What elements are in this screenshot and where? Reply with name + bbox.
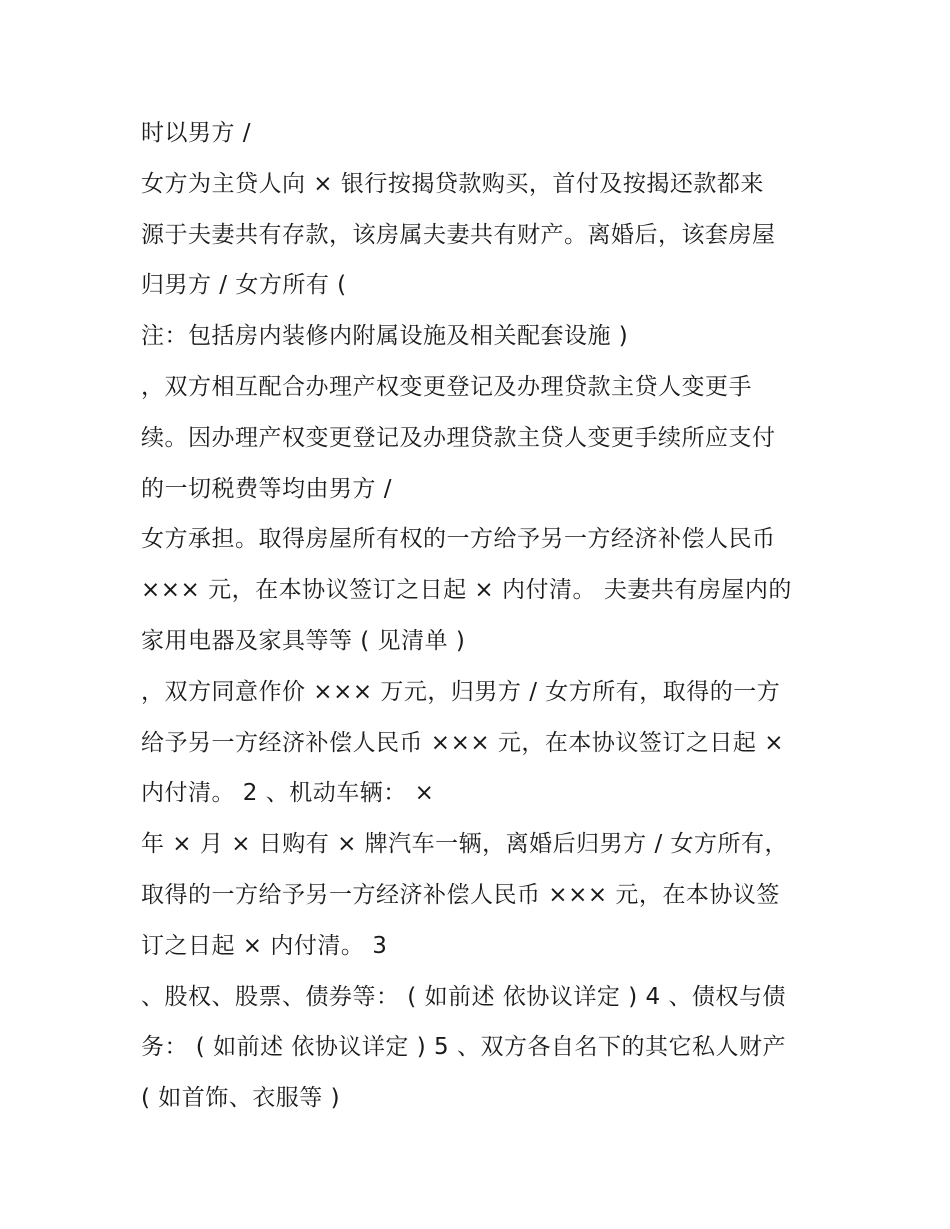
text-line: 注：包括房内装修内附属设施及相关配套设施 ) bbox=[141, 323, 629, 350]
text-line: ××× 元，在本协议签订之日起 × 内付清。 夫妻共有房屋内的 bbox=[141, 577, 792, 604]
text-line: 取得的一方给予另一方经济补偿人民币 ××× 元，在本协议签 bbox=[141, 881, 780, 908]
text-line: 家用电器及家具等等 ( 见清单 ) bbox=[141, 627, 466, 654]
text-line: 年 × 月 × 日购有 × 牌汽车一辆，离婚后归男方 / 女方所有， bbox=[141, 831, 789, 858]
text-line: 女方为主贷人向 × 银行按揭贷款购买，首付及按揭还款都来 bbox=[141, 170, 764, 197]
text-line: 续。因办理产权变更登记及办理贷款主贷人变更手续所应支付 bbox=[141, 424, 776, 451]
document-body bbox=[141, 108, 821, 1124]
text-line: 的一切税费等均由男方 / bbox=[141, 475, 393, 502]
text-line: 时以男方 / bbox=[141, 120, 252, 146]
text-line: 订之日起 × 内付清。 3 bbox=[141, 932, 388, 959]
text-line: ( 如首饰、衣服等 ) bbox=[141, 1085, 341, 1112]
text-line: 源于夫妻共有存款，该房属夫妻共有财产。离婚后，该套房屋 bbox=[141, 221, 776, 248]
text-line: 给予另一方经济补偿人民币 ××× 元，在本协议签订之日起 × bbox=[141, 729, 785, 756]
text-line: 、股权、股票、债券等： ( 如前述 依协议详定 ) 4 、债权与债 bbox=[141, 983, 786, 1010]
text-line: ，双方相互配合办理产权变更登记及办理贷款主贷人变更手 bbox=[141, 373, 752, 400]
text-line: 归男方 / 女方所有 ( bbox=[141, 272, 347, 299]
text-line: ，双方同意作价 ××× 万元，归男方 / 女方所有，取得的一方 bbox=[141, 678, 781, 705]
text-line: 内付清。 2 、机动车辆： × bbox=[141, 780, 435, 807]
text-line: 女方承担。取得房屋所有权的一方给予另一方经济补偿人民币 bbox=[141, 526, 776, 553]
text-line: 务： ( 如前述 依协议详定 ) 5 、双方各自名下的其它私人财产 bbox=[141, 1034, 786, 1061]
